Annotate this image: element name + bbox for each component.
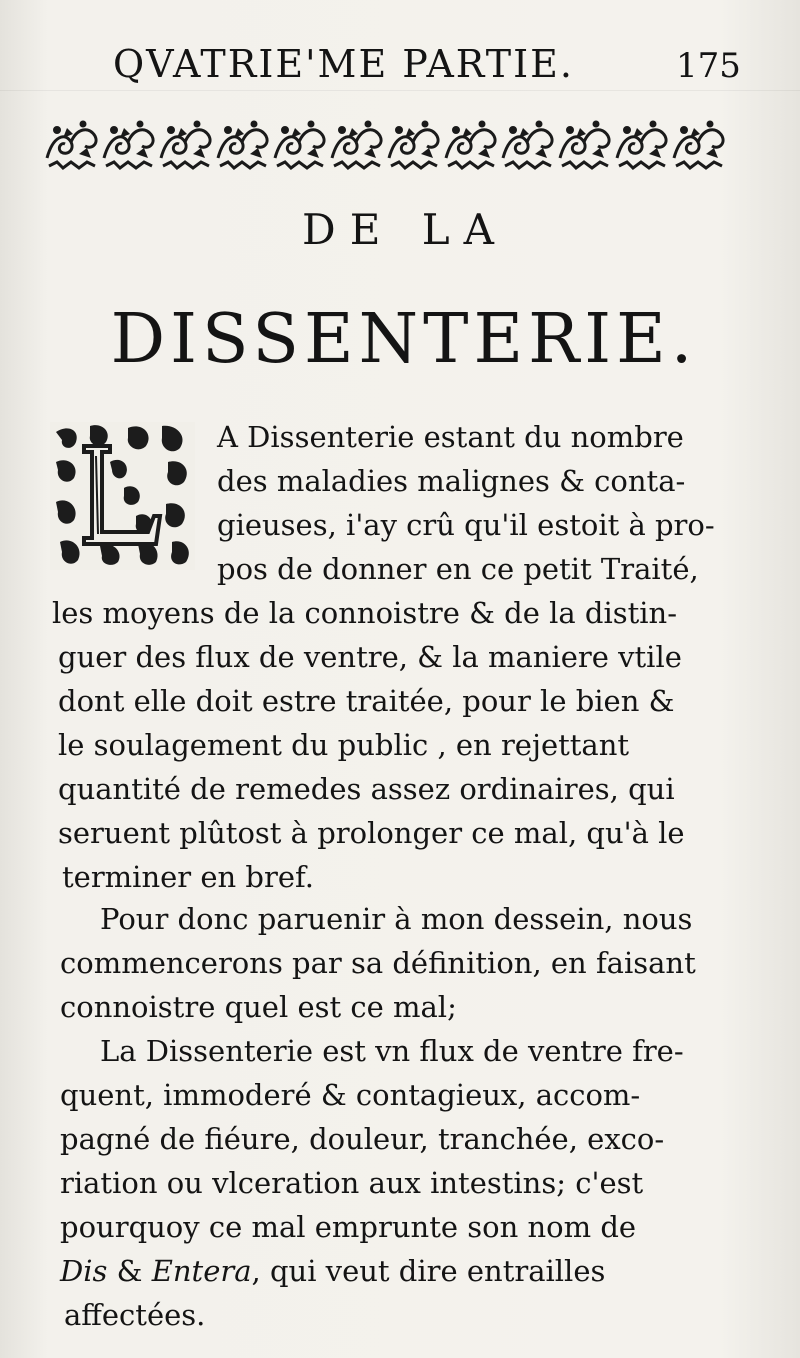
text-line: terminer en bref.: [62, 860, 314, 894]
text-line: les moyens de la connoistre & de la distin-: [52, 596, 678, 630]
text-line: La Dissenterie est vn flux de ventre fre-: [100, 1034, 684, 1068]
text-line: riation ou vlceration aux intestins; c'est: [60, 1166, 644, 1200]
page-header: [0, 40, 800, 90]
text-line: connoistre quel est ce mal;: [60, 990, 457, 1024]
text-line: pos de donner en ce petit Traité,: [217, 552, 699, 586]
text-line: guer des flux de ventre, & la maniere vtile: [58, 640, 682, 674]
text-line: dont elle doit estre traitée, pour le bien &: [58, 684, 675, 718]
text-line: pagné de fiéure, douleur, tranchée, exco-: [60, 1122, 665, 1156]
chapter-title: DISSENTERIE.: [110, 300, 698, 379]
text-line: affectées.: [64, 1298, 206, 1332]
dropcap-initial: [50, 422, 195, 570]
ornament-band: [43, 118, 728, 174]
text-line: quantité de remedes assez ordinaires, qui: [58, 772, 675, 806]
word-dis: Dis: [60, 1254, 108, 1288]
etymology-line: [60, 1252, 605, 1290]
header-rule: [0, 90, 800, 91]
text-line: quent, immoderé & contagieux, accom-: [60, 1078, 641, 1112]
text-line: le soulagement du public , en rejettant: [58, 728, 630, 762]
text-line: seruent plûtost à prolonger ce mal, qu'à le: [58, 816, 685, 850]
word-entera: Entera: [151, 1254, 252, 1288]
heading-prefix: DE LA: [302, 205, 508, 254]
page-number: 175: [676, 46, 741, 86]
text-line: Pour donc paruenir à mon dessein, nous: [100, 902, 693, 936]
text-line: gieuses, i'ay crû qu'il estoit à pro-: [217, 508, 715, 542]
running-title: QVATRIE'ME PARTIE.: [113, 42, 574, 86]
text-line: A Dissenterie estant du nombre: [217, 420, 684, 454]
text-line: commencerons par sa définition, en faisant: [60, 946, 696, 980]
text-line: des maladies malignes & conta-: [217, 464, 686, 498]
etymology-rest: , qui veut dire entrailles: [251, 1254, 606, 1288]
text-line: pourquoy ce mal emprunte son nom de: [60, 1210, 637, 1244]
ampersand: &: [116, 1254, 143, 1288]
